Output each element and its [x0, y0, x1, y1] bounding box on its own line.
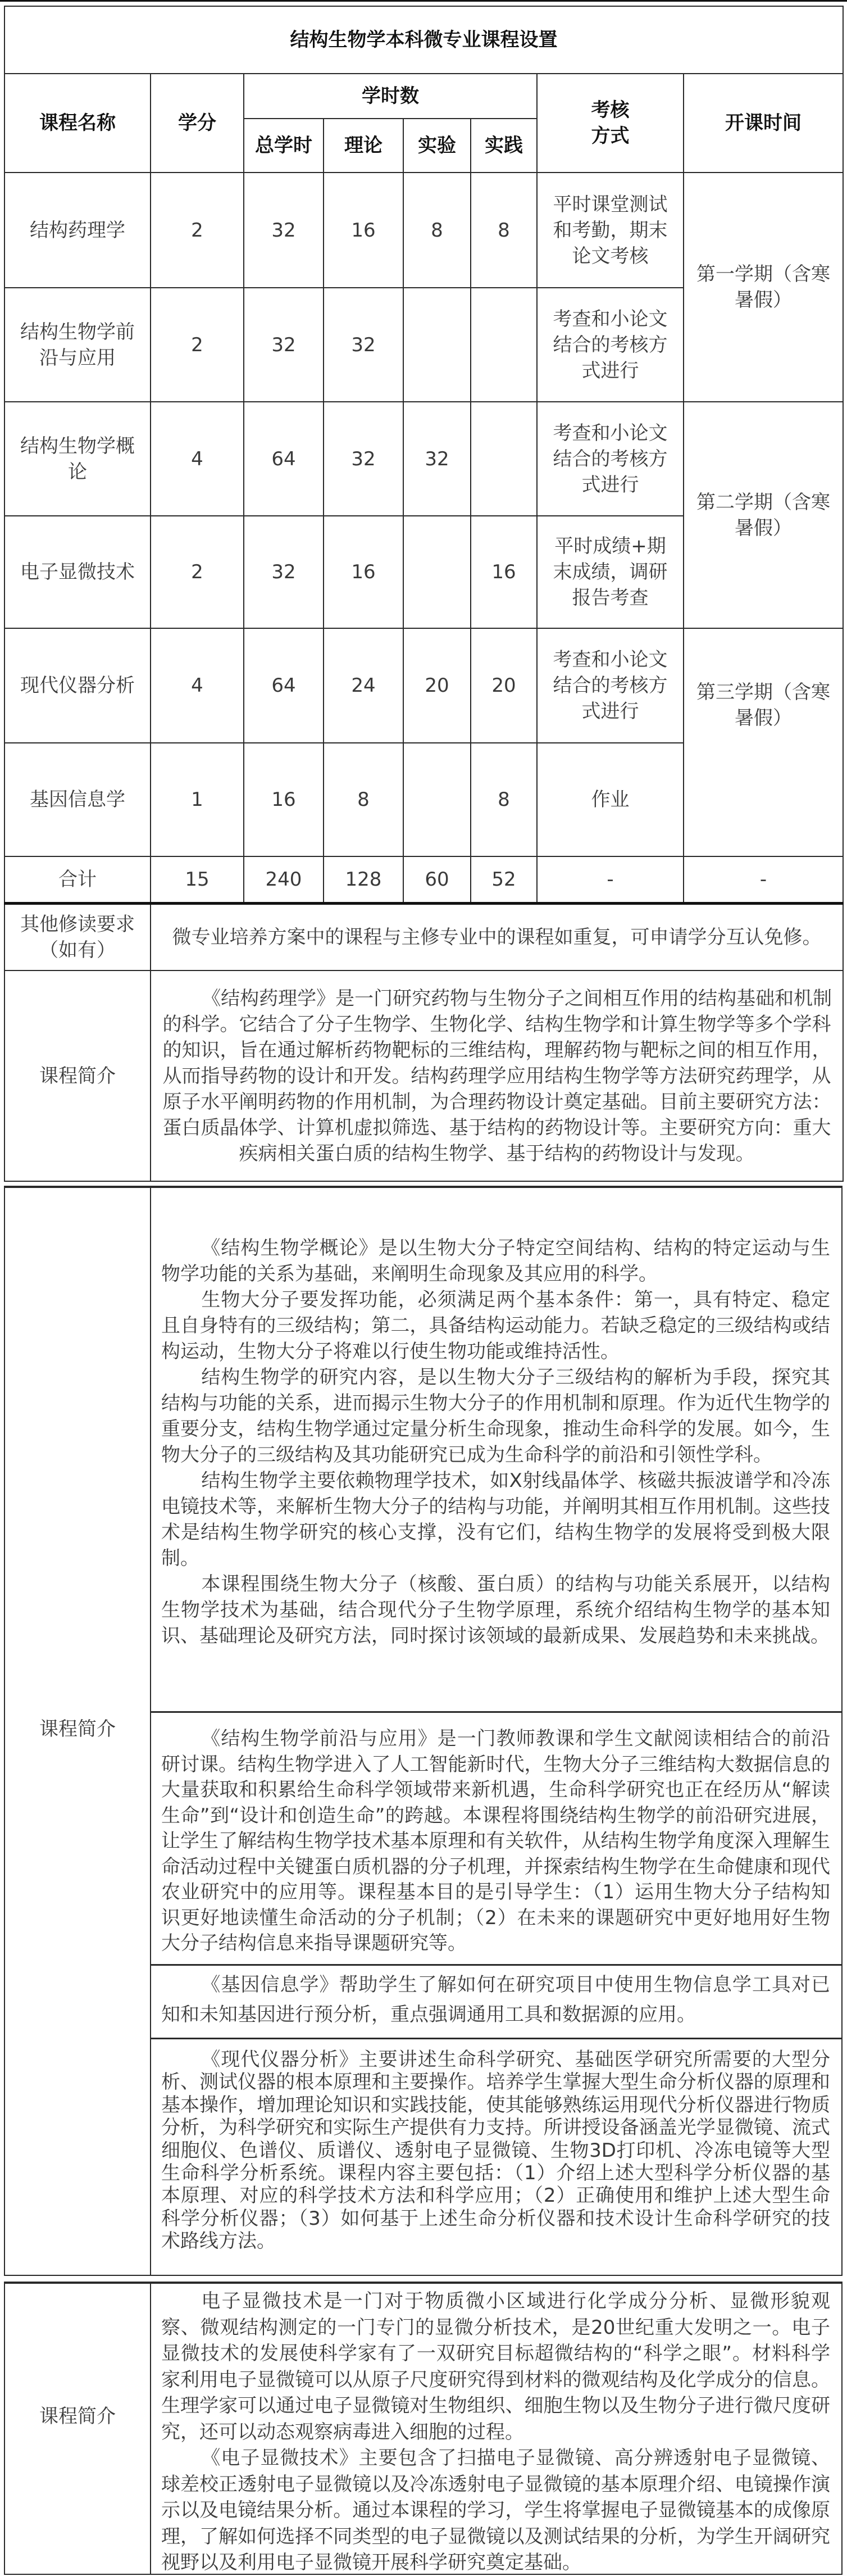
intro-paragraph: 《结构生物学前沿与应用》是一门教师教课和学生文献阅读相结合的前沿研讨课。结构生物学进入了人工智能新时代，生物大分子三维结构大数据信息的大量获取和积累给生命科学领域带来新机遇，生命科学研究也正在经历从“解读生命”到“设计和创造生命”的跨越。本课程将围绕结构生物学的前沿研究进展，让学生了解结构生物学技术基本原理和有关软件，从结构生物学角度深入理解生命活动过程中关键蛋白质机器的分子机理，并探索结构生物学在生命健康和现代农业研究中的应用等。课程基本目的是引导学生：（1）运用生物大分子结构知识更好地读懂生命活动的分子机制；（2）在未来的课题研究中更好地用好生物大分子结构信息来指导课题研究等。 [161, 1727, 830, 1954]
course-total-hours: 16 [244, 743, 324, 856]
intro-label: 课程简介 [39, 2405, 116, 2428]
other-requirements-label: 其他修读要求（如有） [4, 903, 151, 970]
intro-content [151, 2284, 841, 2574]
intro-label-cell [5, 1188, 151, 2275]
header-course-name: 课程名称 [4, 74, 151, 173]
intro-genomics [151, 1966, 841, 2039]
course-name: 现代仪器分析 [4, 628, 151, 743]
table-row [4, 173, 843, 288]
semester-cell: 第二学期（含寒暑假） [684, 402, 843, 628]
intro-label-cell [5, 2284, 151, 2574]
course-total-hours: 64 [244, 628, 324, 743]
course-practice: 16 [471, 516, 537, 628]
course-credits: 4 [151, 628, 244, 743]
header-assessment: 考核方式 [537, 74, 684, 173]
top-rule [0, 0, 847, 2]
course-theory: 16 [324, 173, 403, 288]
course-theory: 24 [324, 628, 403, 743]
intro-structural-biology-frontier [151, 1713, 841, 1966]
intro-label: 课程简介 [4, 970, 151, 1181]
semester-cell: 第一学期（含寒暑假） [684, 173, 843, 402]
intro-content [151, 1188, 841, 2275]
intro-modern-instrument-analysis [151, 2039, 841, 2275]
total-assessment: - [537, 856, 684, 903]
course-practice: 8 [471, 743, 537, 856]
total-practice: 52 [471, 856, 537, 903]
header-total-hours: 总学时 [244, 119, 324, 173]
intro-label: 课程简介 [39, 1718, 116, 1740]
intro-paragraph: 电子显微技术是一门对于物质微小区域进行化学成分分析、显微形貌观察、微观结构测定的一门专门的显微分析技术，是20世纪重大发明之一。电子显微技术的发展使科学家有了一双研究目标超微结构的“科学之眼”。材料科学家利用电子显微镜可以从原子尺度研究得到材料的微观结构及化学成分的信息。生理学家可以通过电子显微镜对生物组织、细胞生物以及生物分子进行微尺度研究，还可以动态观察病毒进入细胞的过程。 [161, 2290, 830, 2443]
course-practice [471, 288, 537, 402]
course-credits: 2 [151, 516, 244, 628]
curriculum-table [4, 6, 844, 1182]
total-credits: 15 [151, 856, 244, 903]
header-credits: 学分 [151, 74, 244, 173]
intro-electron-microscopy [151, 2284, 841, 2574]
intro-paragraph: 结构生物学的研究内容，是以生物大分子三级结构的解析为手段，探究其结构与功能的关系，进而揭示生物大分子的作用机制和原理。作为近代生物学的重要分支，结构生物学通过定量分析生命现象，推动生命科学的发展。如今，生物大分子的三级结构及其功能研究已成为生命科学的前沿和引领性学科。 [161, 1366, 830, 1466]
intro-paragraph: 《电子显微技术》主要包含了扫描电子显微镜、高分辨透射电子显微镜、球差校正透射电子显微镜以及冷冻透射电子显微镜的基本原理介绍、电镜操作演示以及电镜结果分析。通过本课程的学习，学生将掌握电子显微镜基本的成像原理，了解如何选择不同类型的电子显微镜以及测试结果的分析，为学生开阔研究视野以及利用电子显微镜开展科学研究奠定基础。 [161, 2447, 830, 2574]
total-hours: 240 [244, 856, 324, 903]
course-name: 基因信息学 [4, 743, 151, 856]
course-total-hours: 32 [244, 516, 324, 628]
intro-box-2 [4, 1186, 843, 2276]
course-theory: 8 [324, 743, 403, 856]
other-requirements-text: 微专业培养方案中的课程与主修专业中的课程如重复，可申请学分互认免修。 [151, 903, 843, 970]
course-assessment: 考查和小论文结合的考核方式进行 [537, 288, 684, 402]
course-credits: 1 [151, 743, 244, 856]
header-practice: 实践 [471, 119, 537, 173]
intro-paragraph: 本课程围绕生物大分子（核酸、蛋白质）的结构与功能关系展开，以结构生物学技术为基础，结合现代分子生物学原理，系统介绍结构生物学的基本知识、基础理论及研究方法，同时探讨该领域的最新成果、发展趋势和未来挑战。 [161, 1573, 830, 1647]
course-assessment: 作业 [537, 743, 684, 856]
total-row [4, 856, 843, 903]
header-semester: 开课时间 [684, 74, 843, 173]
course-name: 结构生物学概论 [4, 402, 151, 516]
course-experiment [403, 288, 471, 402]
intro-paragraph: 《结构药理学》是一门研究药物与生物分子之间相互作用的结构基础和机制的科学。它结合了分子生物学、生物化学、结构生物学和计算生物学等多个学科的知识，旨在通过解析药物靶标的三维结构，理解药物与靶标之间的相互作用，从而指导药物的设计和开发。结构药理学应用结构生物学等方法研究药理学，从原子水平阐明药物的作用机制，为合理药物设计奠定基础。目前主要研究方法：蛋白质晶体学、计算机虚拟筛选、基于结构的药物设计等。主要研究方向：重大疾病相关蛋白质的结构生物学、基于结构的药物设计与发现。 [162, 987, 832, 1165]
total-semester: - [684, 856, 843, 903]
intro-box-3 [4, 2282, 843, 2575]
header-hours-group: 学时数 [244, 74, 537, 119]
course-assessment: 考查和小论文结合的考核方式进行 [537, 402, 684, 516]
total-experiment: 60 [403, 856, 471, 903]
total-label: 合计 [4, 856, 151, 903]
course-name: 结构药理学 [4, 173, 151, 288]
intro-paragraph: 《现代仪器分析》主要讲述生命科学研究、基础医学研究所需要的大型分析、测试仪器的根本原理和主要操作。培养学生掌握大型生命分析仪器的原理和基本操作，增加理论知识和实践技能，使其能够熟练运用现代分析仪器进行物质分析，为科学研究和实际生产提供有力支持。所讲授设备涵盖光学显微镜、流式细胞仪、色谱仪、质谱仪、透射电子显微镜、生物3D打印机、冷冻电镜等大型生命科学分析系统。课程内容主要包括：（1）介绍上述大型科学分析仪器的基本原理、对应的科学技术方法和科学应用；（2）正确使用和维护上述大型生命科学分析仪器；（3）如何基于上述生命分析仪器和技术设计生命科学研究的技术路线方法。 [161, 2048, 830, 2253]
course-name: 结构生物学前沿与应用 [4, 288, 151, 402]
intro-paragraph: 结构生物学主要依赖物理学技术，如X射线晶体学、核磁共振波谱学和冷冻电镜技术等，来解析生物大分子的结构与功能，并阐明其相互作用机制。这些技术是结构生物学研究的核心支撑，没有它们，结构生物学的发展将受到极大限制。 [161, 1470, 830, 1570]
course-total-hours: 64 [244, 402, 324, 516]
intro-structural-biology-overview [151, 1188, 841, 1713]
intro-row-structural-pharmacology [4, 970, 843, 1181]
course-practice: 20 [471, 628, 537, 743]
header-experiment: 实验 [403, 119, 471, 173]
table-row [4, 402, 843, 516]
course-practice [471, 402, 537, 516]
header-theory: 理论 [324, 119, 403, 173]
intro-paragraph: 生物大分子要发挥功能，必须满足两个基本条件：第一，具有特定、稳定且自身特有的三级结构；第二，具备结构运动能力。若缺乏稳定的三级结构或结构运动，生物大分子将难以行使生物功能或维持活性。 [161, 1289, 830, 1363]
course-total-hours: 32 [244, 288, 324, 402]
course-theory: 32 [324, 288, 403, 402]
table-row [4, 628, 843, 743]
course-experiment [403, 743, 471, 856]
course-practice: 8 [471, 173, 537, 288]
course-credits: 2 [151, 288, 244, 402]
total-theory: 128 [324, 856, 403, 903]
course-credits: 2 [151, 173, 244, 288]
course-theory: 16 [324, 516, 403, 628]
intro-paragraph: 《基因信息学》帮助学生了解如何在研究项目中使用生物信息学工具对已知和未知基因进行预分析，重点强调通用工具和数据源的应用。 [161, 1974, 830, 2026]
page-title: 结构生物学本科微专业课程设置 [4, 6, 843, 74]
course-name: 电子显微技术 [4, 516, 151, 628]
course-credits: 4 [151, 402, 244, 516]
course-assessment: 平时课堂测试和考勤，期末论文考核 [537, 173, 684, 288]
other-requirements-row [4, 903, 843, 970]
intro-paragraph: 《结构生物学概论》是以生物大分子特定空间结构、结构的特定运动与生物学功能的关系为基础，来阐明生命现象及其应用的科学。 [161, 1237, 830, 1285]
course-experiment: 8 [403, 173, 471, 288]
course-total-hours: 32 [244, 173, 324, 288]
semester-cell: 第三学期（含寒暑假） [684, 628, 843, 856]
course-experiment: 20 [403, 628, 471, 743]
course-theory: 32 [324, 402, 403, 516]
course-experiment [403, 516, 471, 628]
course-assessment: 平时成绩+期末成绩，调研报告考查 [537, 516, 684, 628]
course-assessment: 考查和小论文结合的考核方式进行 [537, 628, 684, 743]
intro-cell [151, 970, 843, 1181]
course-experiment: 32 [403, 402, 471, 516]
